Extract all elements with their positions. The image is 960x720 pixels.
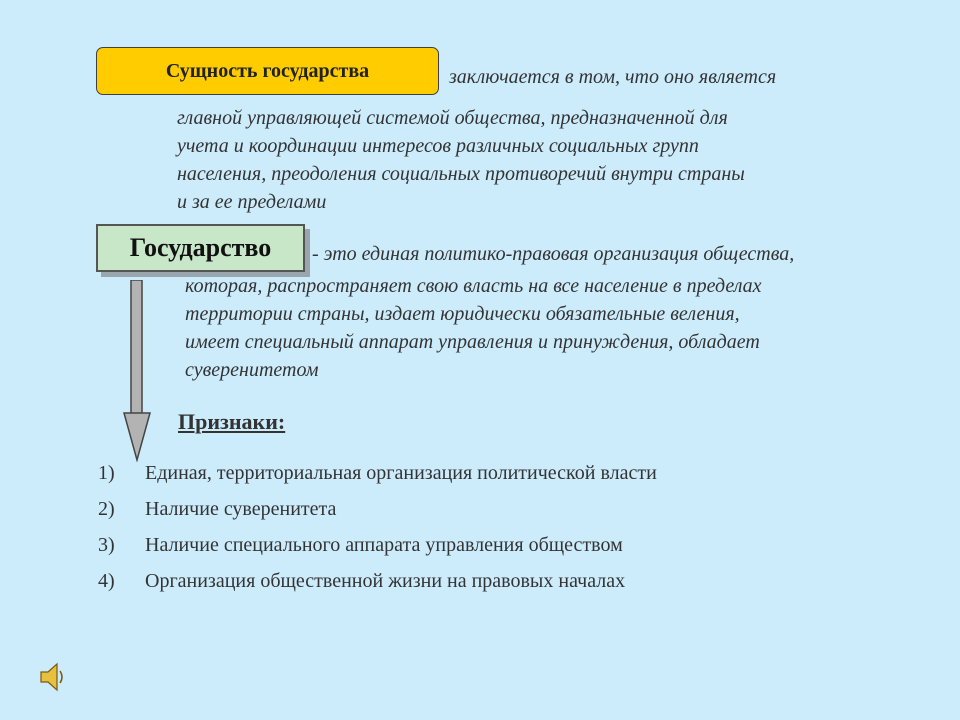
list-item-number: 1) (98, 462, 115, 484)
essence-line: населения, преодоления социальных противоречий внутри страны (177, 163, 745, 185)
speaker-icon[interactable] (38, 660, 66, 694)
list-item (98, 462, 657, 498)
state-line: территории страны, издает юридически обязательные веления, (185, 303, 740, 325)
essence-title-box (96, 47, 439, 95)
essence-line: главной управляющей системой общества, предназначенной для (177, 107, 728, 129)
state-line: имеет специальный аппарат управления и принуждения, обладает (185, 331, 760, 353)
essence-line: учета и координации интересов различных социальных групп (177, 135, 699, 157)
state-title-box (96, 224, 305, 272)
essence-title: Сущность государства (165, 59, 370, 82)
list-item-number: 2) (98, 498, 115, 520)
essence-line: и за ее пределами (177, 191, 327, 213)
list-item-number: 4) (98, 570, 115, 592)
state-lead: - это единая политико-правовая организация общества, (312, 243, 795, 265)
list-item (98, 570, 657, 606)
list-item (98, 498, 657, 534)
list-item (98, 534, 657, 570)
list-item-text: Наличие суверенитета (145, 498, 337, 520)
signs-heading: Признаки: (178, 409, 286, 434)
essence-description (177, 104, 745, 216)
state-title: Государство (129, 233, 272, 262)
list-item-text: Наличие специального аппарата управления обществом (145, 534, 623, 556)
state-line: суверенитетом (185, 359, 319, 381)
state-line: которая, распространяет свою власть на все население в пределах (185, 275, 762, 297)
state-description (185, 272, 762, 384)
list-item-number: 3) (98, 534, 115, 556)
list-item-text: Организация общественной жизни на правовых началах (145, 570, 626, 592)
signs-list (98, 462, 657, 606)
list-item-text: Единая, территориальная организация политической власти (145, 462, 657, 484)
arrow-down-icon (122, 280, 152, 462)
essence-lead: заключается в том, что оно является (449, 66, 777, 88)
